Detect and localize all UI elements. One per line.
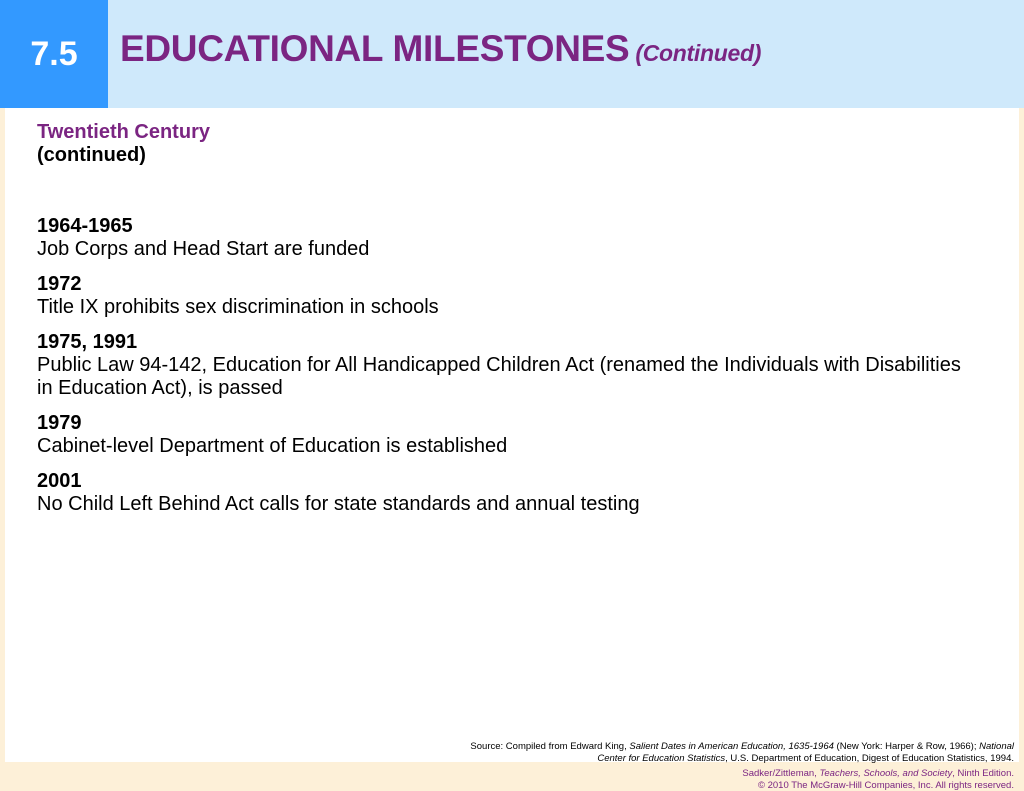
slide-content — [5, 108, 1019, 762]
footer-copyright: © 2010 The McGraw-Hill Companies, Inc. All rights reserved. — [757, 779, 1014, 791]
slide-title — [120, 28, 761, 70]
source-agency: National Center for Education Statistics — [597, 741, 1014, 764]
source-citation — [454, 741, 1014, 764]
slide-title-main: EDUCATIONAL MILESTONES — [120, 28, 630, 69]
milestone-year: 1979 — [37, 412, 82, 434]
milestone-item — [37, 215, 977, 261]
milestone-year: 1964-1965 — [37, 215, 133, 237]
milestone-item — [37, 470, 977, 516]
milestone-item — [37, 412, 977, 458]
section-subtitle: (continued) — [37, 144, 146, 166]
milestone-description: Job Corps and Head Start are funded — [37, 238, 370, 260]
milestone-item — [37, 273, 977, 319]
slide-number-badge: 7.5 — [0, 0, 108, 108]
footer-book-line — [742, 768, 1014, 780]
milestone-year: 2001 — [37, 470, 82, 492]
slide-footer — [742, 768, 1014, 791]
source-book-title: Salient Dates in American Education, 1635-1964 — [629, 741, 834, 752]
milestone-description: No Child Left Behind Act calls for state standards and annual testing — [37, 493, 640, 515]
milestone-description: Cabinet-level Department of Education is established — [37, 435, 508, 457]
footer-book-title: Teachers, Schools, and Society — [819, 768, 953, 779]
milestone-list — [37, 215, 977, 528]
milestone-item — [37, 331, 977, 400]
footer-authors: Sadker/Zittleman, — [742, 768, 820, 779]
source-prefix: Source: Compiled from Edward King, — [470, 741, 630, 752]
milestone-year: 1972 — [37, 273, 82, 295]
slide-header — [0, 0, 1024, 108]
milestone-description: Title IX prohibits sex discrimination in schools — [37, 296, 439, 318]
source-publisher: (New York: Harper & Row, 1966); — [833, 741, 980, 752]
source-suffix: , U.S. Department of Education, Digest of Education Statistics, 1994. — [725, 752, 1014, 764]
section-title: Twentieth Century — [37, 121, 210, 143]
footer-edition: , Ninth Edition. — [952, 768, 1014, 779]
milestone-year: 1975, 1991 — [37, 331, 138, 353]
slide-title-suffix: (Continued) — [635, 40, 762, 66]
milestone-description: Public Law 94-142, Education for All Handicapped Children Act (renamed the Individuals with Disabilities in Education Act), is passed — [37, 354, 961, 399]
